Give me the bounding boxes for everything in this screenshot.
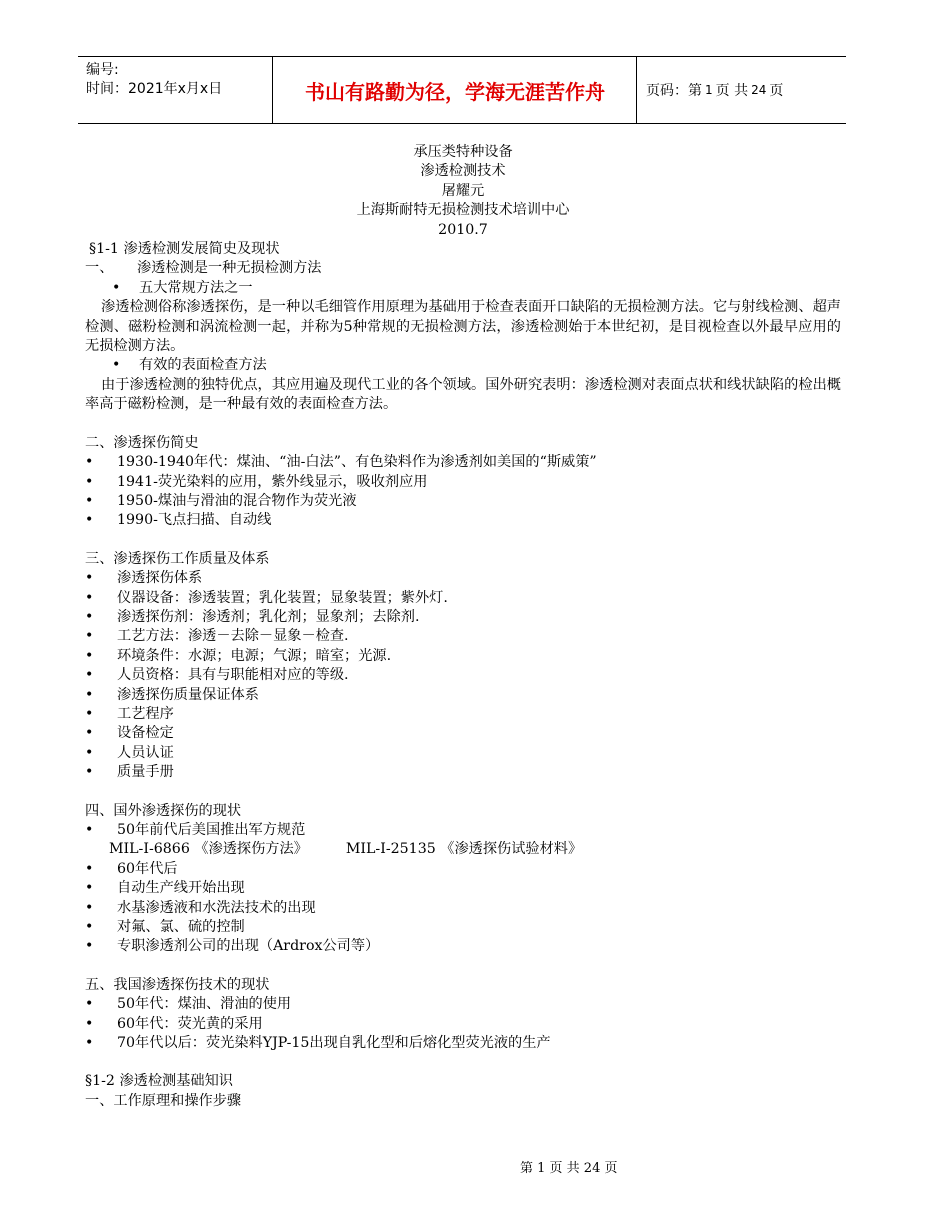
- list-item: [85, 1034, 841, 1053]
- list-item-text: 渗透探伤质量保证体系: [117, 686, 259, 703]
- bullet-icon: •: [112, 357, 121, 374]
- part-number: 一、: [85, 260, 114, 277]
- bullet-icon: •: [85, 492, 94, 509]
- list-item-text: 60年代：荧光黄的采用: [117, 1015, 263, 1032]
- list-item: [85, 511, 841, 530]
- bullet-icon: •: [85, 860, 94, 877]
- page-prefix: 页码：第: [646, 83, 702, 99]
- list-item: [85, 627, 841, 646]
- title-line2: 渗透检测技术: [420, 163, 506, 180]
- bullet-icon: •: [85, 454, 94, 471]
- list-item: [85, 763, 841, 782]
- bullet-icon: •: [85, 822, 94, 838]
- title-block: [85, 143, 841, 240]
- section-heading: §1-2 渗透检测基础知识: [85, 1073, 233, 1090]
- list-item: [85, 879, 841, 898]
- quality-list: [85, 569, 841, 782]
- title-line1: 承压类特种设备: [413, 144, 513, 160]
- list-item-text: 1941-荧光染料的应用，紫外线显示，吸收剂应用: [117, 473, 428, 490]
- list-item: [85, 724, 841, 743]
- part-heading: 一、工作原理和操作步骤: [85, 1092, 242, 1109]
- bullet-icon: •: [85, 1035, 94, 1052]
- list-item-text: 70年代以后：荧光染料YJP-15出现自乳化型和后熔化型荧光液的生产: [117, 1035, 551, 1052]
- list-item: [85, 995, 841, 1014]
- bullet-icon: •: [85, 667, 94, 684]
- bullet-icon: •: [85, 725, 94, 742]
- header-motto: 书山有路勤为径，学海无涯苦作舟: [305, 79, 605, 104]
- bullet-icon: •: [85, 996, 94, 1013]
- history-list: [85, 453, 841, 531]
- header-meta: [86, 61, 272, 99]
- list-item-text: 自动生产线开始出现: [117, 880, 245, 897]
- part-heading: 三、渗透探伤工作质量及体系: [85, 550, 270, 567]
- bullet-icon: •: [85, 589, 94, 606]
- bullet-icon: •: [85, 473, 94, 490]
- domestic-list: [85, 995, 841, 1053]
- bullet-icon: •: [85, 744, 94, 761]
- list-item: [85, 647, 841, 666]
- bullet-icon: •: [85, 570, 94, 587]
- organization: 上海斯耐特无损检测技术培训中心: [356, 202, 570, 219]
- list-item: [85, 1015, 841, 1034]
- part-heading: [85, 259, 841, 278]
- spec-line: [85, 840, 841, 859]
- paragraph: 由于渗透检测的独特优点，其应用遍及现代工业的各个领域。国外研究表明：渗透检测对表面点状和线状缺陷的检出概率高于磁粉检测，是一种最有效的表面检查方法。: [85, 376, 841, 413]
- list-item-text: 设备检定: [117, 725, 174, 742]
- list-item: [85, 666, 841, 685]
- bullet-icon: •: [85, 705, 94, 722]
- page-number: 1: [705, 83, 713, 97]
- bullet-icon: •: [85, 764, 94, 781]
- header-divider: [636, 57, 637, 123]
- header-table: [78, 56, 846, 124]
- list-item: [85, 860, 841, 879]
- spec-item: MIL-I-6866 《渗透探伤方法》: [109, 841, 308, 858]
- bullet-icon: •: [85, 686, 94, 703]
- list-item: [85, 937, 841, 956]
- list-item-text: 渗透探伤体系: [117, 570, 203, 587]
- bullet-icon: •: [85, 899, 94, 916]
- header-divider: [272, 57, 273, 123]
- page-footer: 第 1 页 共 24 页: [520, 1161, 618, 1176]
- list-item-text: 50年代：煤油、滑油的使用: [117, 996, 292, 1013]
- list-item: [85, 744, 841, 763]
- list-item: [85, 589, 841, 608]
- foreign-list: [85, 860, 841, 957]
- section-heading: §1-1 渗透检测发展简史及现状: [89, 241, 280, 258]
- list-item: [85, 492, 841, 511]
- list-item-text: 1950-煤油与滑油的混合物作为荧光液: [117, 492, 357, 509]
- bullet-icon: •: [85, 938, 94, 955]
- list-item: [85, 453, 841, 472]
- list-item-text: 60年代后: [117, 860, 178, 877]
- list-item: [85, 569, 841, 588]
- page-suffix: 页: [769, 83, 784, 99]
- list-item-text: 环境条件：水源；电源；气源；暗室；光源.: [117, 647, 392, 664]
- list-item: • 有效的表面检查方法: [85, 356, 841, 375]
- list-item-text: 工艺方法：渗透－去除－显象－检查.: [117, 628, 349, 645]
- serial-label: 编号:: [86, 62, 119, 78]
- list-item-text: 对氟、氯、硫的控制: [117, 919, 245, 936]
- bullet-icon: •: [85, 608, 94, 625]
- bullet-icon: •: [85, 647, 94, 664]
- page-total: 24: [751, 83, 767, 97]
- list-item: [85, 899, 841, 918]
- document-body: [85, 143, 841, 1111]
- author: 屠耀元: [441, 182, 485, 199]
- list-item-text: 仪器设备：渗透装置；乳化装置；显象装置；紫外灯.: [117, 589, 448, 606]
- bullet-icon: •: [85, 880, 94, 897]
- list-item: • 五大常规方法之一: [85, 279, 841, 298]
- part-heading: 四、国外渗透探伤的现状: [85, 802, 242, 819]
- list-item: [85, 705, 841, 724]
- spec-item: MIL-I-25135 《渗透探伤试验材料》: [345, 841, 583, 858]
- page-mid: 页 共: [715, 83, 749, 99]
- list-item: • 50年前代后美国推出军方规范: [85, 821, 841, 840]
- bullet-icon: •: [85, 919, 94, 936]
- bullet-icon: •: [112, 279, 121, 296]
- list-item-text: 工艺程序: [117, 705, 174, 722]
- bullet-icon: •: [85, 628, 94, 645]
- list-item-text: 人员认证: [117, 744, 174, 761]
- date: 2010.7: [438, 221, 488, 238]
- list-item-text: 质量手册: [117, 764, 174, 781]
- bullet-icon: •: [85, 1015, 94, 1032]
- paragraph: 渗透检测俗称渗透探伤，是一种以毛细管作用原理为基础用于检查表面开口缺陷的无损检测方法。它与射线检测、超声检测、磁粉检测和涡流检测一起，并称为5种常规的无损检测方法，渗透检测始于本世纪初，是目视检查以外最早应用的无损检测方法。: [85, 299, 841, 355]
- time-label: 时间：2021年x月x日: [86, 81, 223, 97]
- list-item-text: 渗透探伤剂：渗透剂；乳化剂；显象剂；去除剂.: [117, 608, 420, 625]
- list-item: [85, 686, 841, 705]
- list-item-text: 人员资格：具有与职能相对应的等级.: [117, 667, 349, 684]
- part-heading: 二、渗透探伤简史: [85, 434, 199, 451]
- bullet-icon: •: [85, 512, 94, 529]
- list-item-text: 1990-飞点扫描、自动线: [117, 512, 272, 529]
- list-item: [85, 918, 841, 937]
- list-item-text: 水基渗透液和水洗法技术的出现: [117, 899, 316, 916]
- list-item-text: 专职渗透剂公司的出现（Ardrox公司等）: [117, 938, 380, 955]
- list-item-text: 1930-1940年代：煤油、“油-白法”、有色染料作为渗透剂如美国的“斯威策”: [117, 454, 597, 471]
- header-page-info: [646, 57, 783, 123]
- part-heading: 五、我国渗透探伤技术的现状: [85, 976, 270, 993]
- part-title: 渗透检测是一种无损检测方法: [137, 260, 322, 277]
- list-item: [85, 608, 841, 627]
- list-item: [85, 473, 841, 492]
